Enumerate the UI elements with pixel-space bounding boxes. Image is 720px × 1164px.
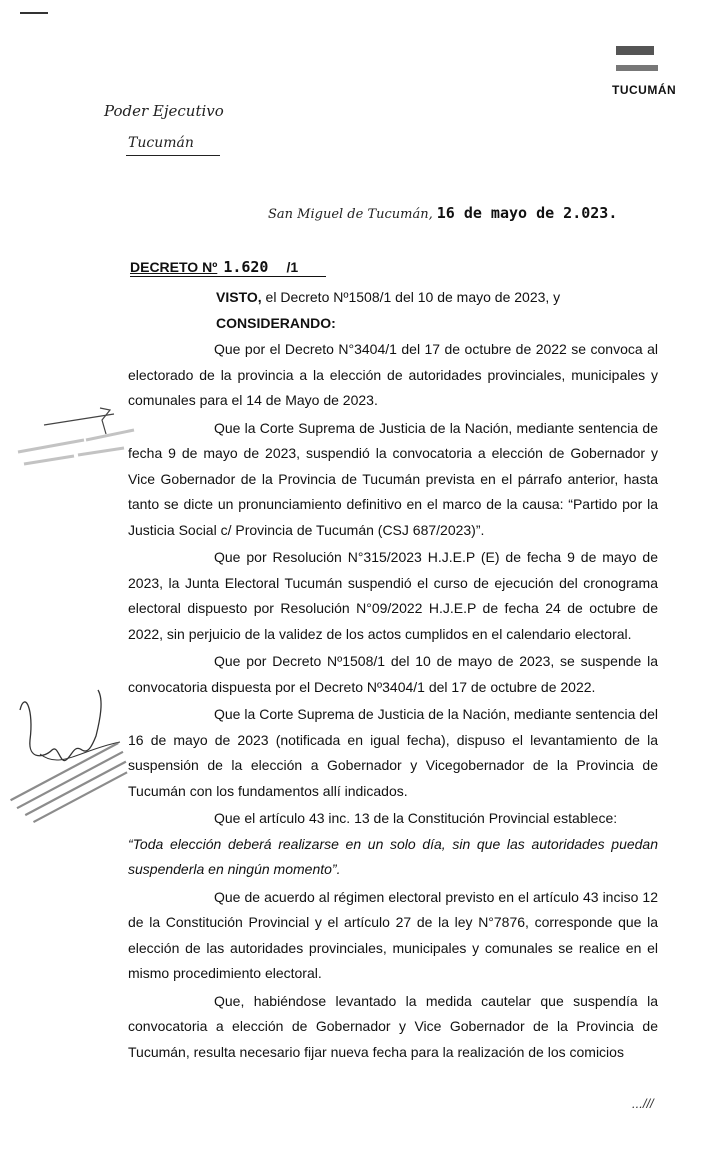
letterhead-underline xyxy=(126,155,220,156)
decree-heading xyxy=(130,258,298,276)
paragraph-2: Que la Corte Suprema de Justicia de la Nación, mediante sentencia de fecha 9 de mayo de 2023, suspendió la convocatoria a elección de Gobernador y Vice Gobernador de la Provincia de Tucumán prevista en el párrafo anterior, hasta tanto se dicte un pronunciamiento definitivo en el marco de la causa: “Partido por la Justicia Social c/ Provincia de Tucumán (CSJ 687/2023)”. xyxy=(128,419,658,538)
logo-graphic-top xyxy=(616,46,654,55)
paragraph-1: Que por el Decreto N°3404/1 del 17 de octubre de 2022 se convoca al electorado de la provincia a la elección de autoridades provinciales, municipales y comunales para el 14 de Mayo de 2023. xyxy=(128,341,658,408)
date-value: 16 de mayo de 2.023. xyxy=(436,204,618,222)
paragraph-5: Que la Corte Suprema de Justicia de la Nación, mediante sentencia del 16 de mayo de 2023 (notificada en igual fecha), dispuso el levantamiento de la suspensión de la elección a Gobernador y Vicegobernador de la Provincia de Tucumán con los fundamentos allí indicados. xyxy=(128,706,658,799)
paragraph-4: Que por Decreto Nº1508/1 del 10 de mayo de 2023, se suspende la convocatoria dispuesta por el Decreto Nº3404/1 del 17 de octubre de 2022. xyxy=(128,653,658,695)
paragraph-6-intro: Que el artículo 43 inc. 13 de la Constitución Provincial establece: xyxy=(214,810,618,826)
signature-seal xyxy=(0,680,140,830)
page-continuation-mark: .../// xyxy=(632,1096,654,1111)
paragraph-7: Que de acuerdo al régimen electoral previsto en el artículo 43 inciso 12 de la Constitución Provincial y el artículo 27 de la ley N°7876, corresponde que la elección de las autoridades provinciales, municipales y comunales se realice en el mismo procedimiento electoral. xyxy=(128,888,658,981)
visto-line xyxy=(216,289,560,305)
date-place: San Miguel de Tucumán, xyxy=(268,207,433,222)
province-logo xyxy=(612,38,684,98)
letterhead-tucuman: Tucumán xyxy=(128,135,194,151)
decree-number: 1.620 xyxy=(223,258,269,276)
logo-graphic-bottom xyxy=(616,65,658,71)
paragraph-6-quote: “Toda elección deberá realizarse en un solo día, sin que las autoridades puedan suspenderla en ningún momento”. xyxy=(128,835,658,877)
considerando-heading: CONSIDERANDO: xyxy=(216,315,336,331)
logo-text: TUCUMÁN xyxy=(612,83,677,97)
letterhead-poder-ejecutivo: Poder Ejecutivo xyxy=(104,102,224,120)
decree-suffix: /1 xyxy=(286,259,299,275)
visto-text: el Decreto Nº1508/1 del 10 de mayo de 2023, y xyxy=(261,289,561,305)
paragraph-8: Que, habiéndose levantado la medida cautelar que suspendía la convocatoria a elección de Gobernador y Vice Gobernador de la Provincia de Tucumán, resulta necesario fijar nueva fecha para la realización de los comicios xyxy=(128,992,658,1060)
date-line xyxy=(268,204,617,222)
initials-stamp xyxy=(14,400,144,470)
paragraph-3: Que por Resolución N°315/2023 H.J.E.P (E) de fecha 9 de mayo de 2023, la Junta Electoral Tucumán suspendió el curso de ejecución del cronograma electoral dispuesto por Resolución N°09/2022 H.J.E.P de fecha 24 de octubre de 2022, sin perjuicio de la validez de los actos cumplidos en el calendario electoral. xyxy=(128,549,658,642)
visto-label: VISTO, xyxy=(216,289,262,305)
decree-label: DECRETO Nº xyxy=(130,259,218,275)
scan-mark xyxy=(20,12,48,14)
body-paragraphs xyxy=(128,337,658,1065)
decree-underline xyxy=(130,276,326,277)
